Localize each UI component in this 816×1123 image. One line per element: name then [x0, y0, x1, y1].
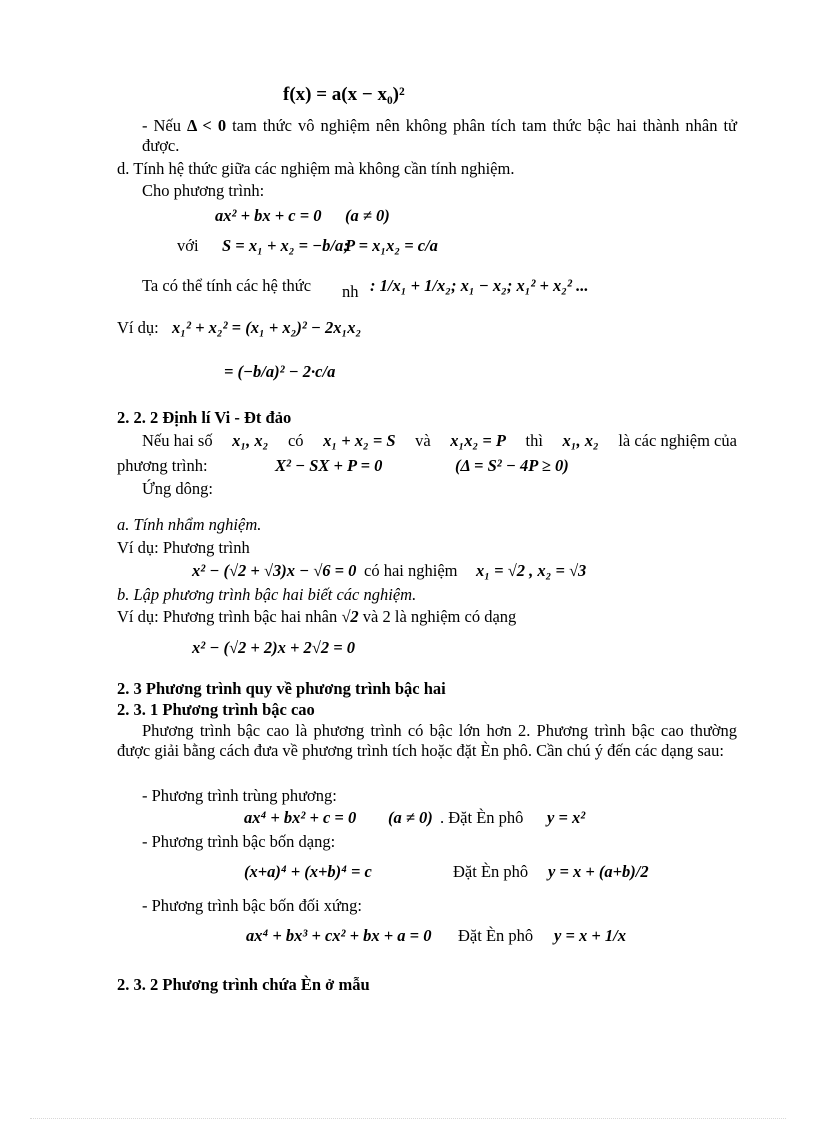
example-math-line2: = (−b/a)² − 2·c/a	[224, 362, 336, 381]
item-b: b. Lập phương trình bậc hai biết các nghiệm.	[117, 585, 417, 604]
quadratic-equation: ax² + bx + c = 0	[215, 206, 322, 225]
can-compute-nh: nh	[342, 282, 359, 301]
example-b-text-a: Ví dụ: Phương trình bậc hai nhân	[117, 607, 338, 626]
converse-c: có	[287, 431, 304, 450]
application-label: Ứng dông:	[142, 479, 214, 498]
example-b-line	[117, 607, 516, 627]
converse-h: x₁, x₂	[562, 431, 599, 450]
neg-delta-prefix: - Nếu	[142, 116, 187, 135]
vieta-sum: S = x₁ + x₂ = −b/a;	[222, 236, 349, 255]
converse-line2-cond: (Δ = S² − 4P ≥ 0)	[455, 456, 569, 475]
given-equation-label: Cho phương trình:	[142, 181, 265, 200]
converse-f: x₁x₂ = P	[450, 431, 506, 450]
item-a: a. Tính nhẩm nghiệm.	[117, 515, 262, 534]
page-bottom-divider	[30, 1118, 786, 1119]
biquadratic-sub-text: . Đặt Èn phô	[440, 808, 524, 827]
converse-line2-label: phương trình:	[117, 456, 208, 475]
example-b-sqrt2: √2	[341, 607, 359, 626]
converse-i: là các nghiệm của	[618, 431, 737, 450]
voi-label: với	[177, 236, 199, 255]
converse-e: và	[415, 431, 431, 450]
can-compute-math: : 1/x₁ + 1/x₂; x₁ − x₂; x₁² + x₂² ...	[370, 276, 589, 295]
example-b-equation: x² − (√2 + 2)x + 2√2 = 0	[192, 638, 356, 657]
converse-b: x₁, x₂	[232, 431, 269, 450]
can-compute-text: Ta có thể tính các hệ thức	[142, 276, 312, 295]
symmetric-sub-math: y = x + 1/x	[554, 926, 626, 945]
vieta-product: P = x₁x₂ = c/a	[345, 236, 438, 255]
formula-fx: f(x) = a(x − x₀)²	[283, 84, 405, 105]
neg-delta-text: tam thức vô nghiệm nên không phân tích tam thức bậc hai thành nhân tử được.	[142, 116, 737, 155]
heading-2-3: 2. 3 Phương trình quy về phương trình bậc hai	[117, 679, 446, 698]
symmetric-label: - Phương trình bậc bốn đối xứng:	[142, 896, 363, 915]
neg-delta-math: Δ < 0	[187, 116, 227, 135]
neg-delta-line1	[142, 116, 737, 156]
quadratic-condition: (a ≠ 0)	[345, 206, 390, 225]
biquadratic-equation: ax⁴ + bx² + c = 0	[244, 808, 357, 827]
converse-line2-eq: X² − SX + P = 0	[275, 456, 383, 475]
converse-line1	[142, 431, 737, 451]
d-heading: d. Tính hệ thức giữa các nghiệm mà không cần tính nghiệm.	[117, 159, 515, 178]
example-math-line1: x₁² + x₂² = (x₁ + x₂)² − 2x₁x₂	[172, 318, 362, 337]
example-a-text: có hai nghiệm	[364, 561, 458, 580]
quartic-equation: (x+a)⁴ + (x+b)⁴ = c	[244, 862, 372, 881]
biquadratic-sub-math: y = x²	[547, 808, 586, 827]
quartic-sub-math: y = x + (a+b)/2	[548, 862, 649, 881]
heading-2-2-2: 2. 2. 2 Định lí Vi - Đt đảo	[117, 408, 292, 427]
example-a-label: Ví dụ: Phương trình	[117, 538, 250, 557]
symmetric-equation: ax⁴ + bx³ + cx² + bx + a = 0	[246, 926, 432, 945]
heading-2-3-2: 2. 3. 2 Phương trình chứa Èn ở mẫu	[117, 975, 370, 994]
paragraph-2-3-1: Phương trình bậc cao là phương trình có bậc lớn hơn 2. Phương trình bậc cao thường được giải bằng cách đưa về phương trình tích hoặc đặt Èn phô. Cần chú ý đến các dạng sau:	[117, 721, 737, 760]
example-a-roots: x₁ = √2 , x₂ = √3	[476, 561, 587, 580]
converse-a: Nếu hai số	[142, 431, 213, 450]
biquadratic-condition: (a ≠ 0)	[388, 808, 433, 827]
converse-d: x₁ + x₂ = S	[323, 431, 396, 450]
heading-2-3-1: 2. 3. 1 Phương trình bậc cao	[117, 700, 315, 719]
example-label: Ví dụ:	[117, 318, 159, 337]
biquadratic-label: - Phương trình trùng phương:	[142, 786, 337, 805]
symmetric-sub-text: Đặt Èn phô	[458, 926, 534, 945]
quartic-label: - Phương trình bậc bốn dạng:	[142, 832, 336, 851]
quartic-sub-text: Đặt Èn phô	[453, 862, 529, 881]
converse-g: thì	[525, 431, 543, 450]
example-b-text-b: và 2 là nghiệm có dạng	[362, 607, 517, 626]
example-a-equation: x² − (√2 + √3)x − √6 = 0	[192, 561, 357, 580]
